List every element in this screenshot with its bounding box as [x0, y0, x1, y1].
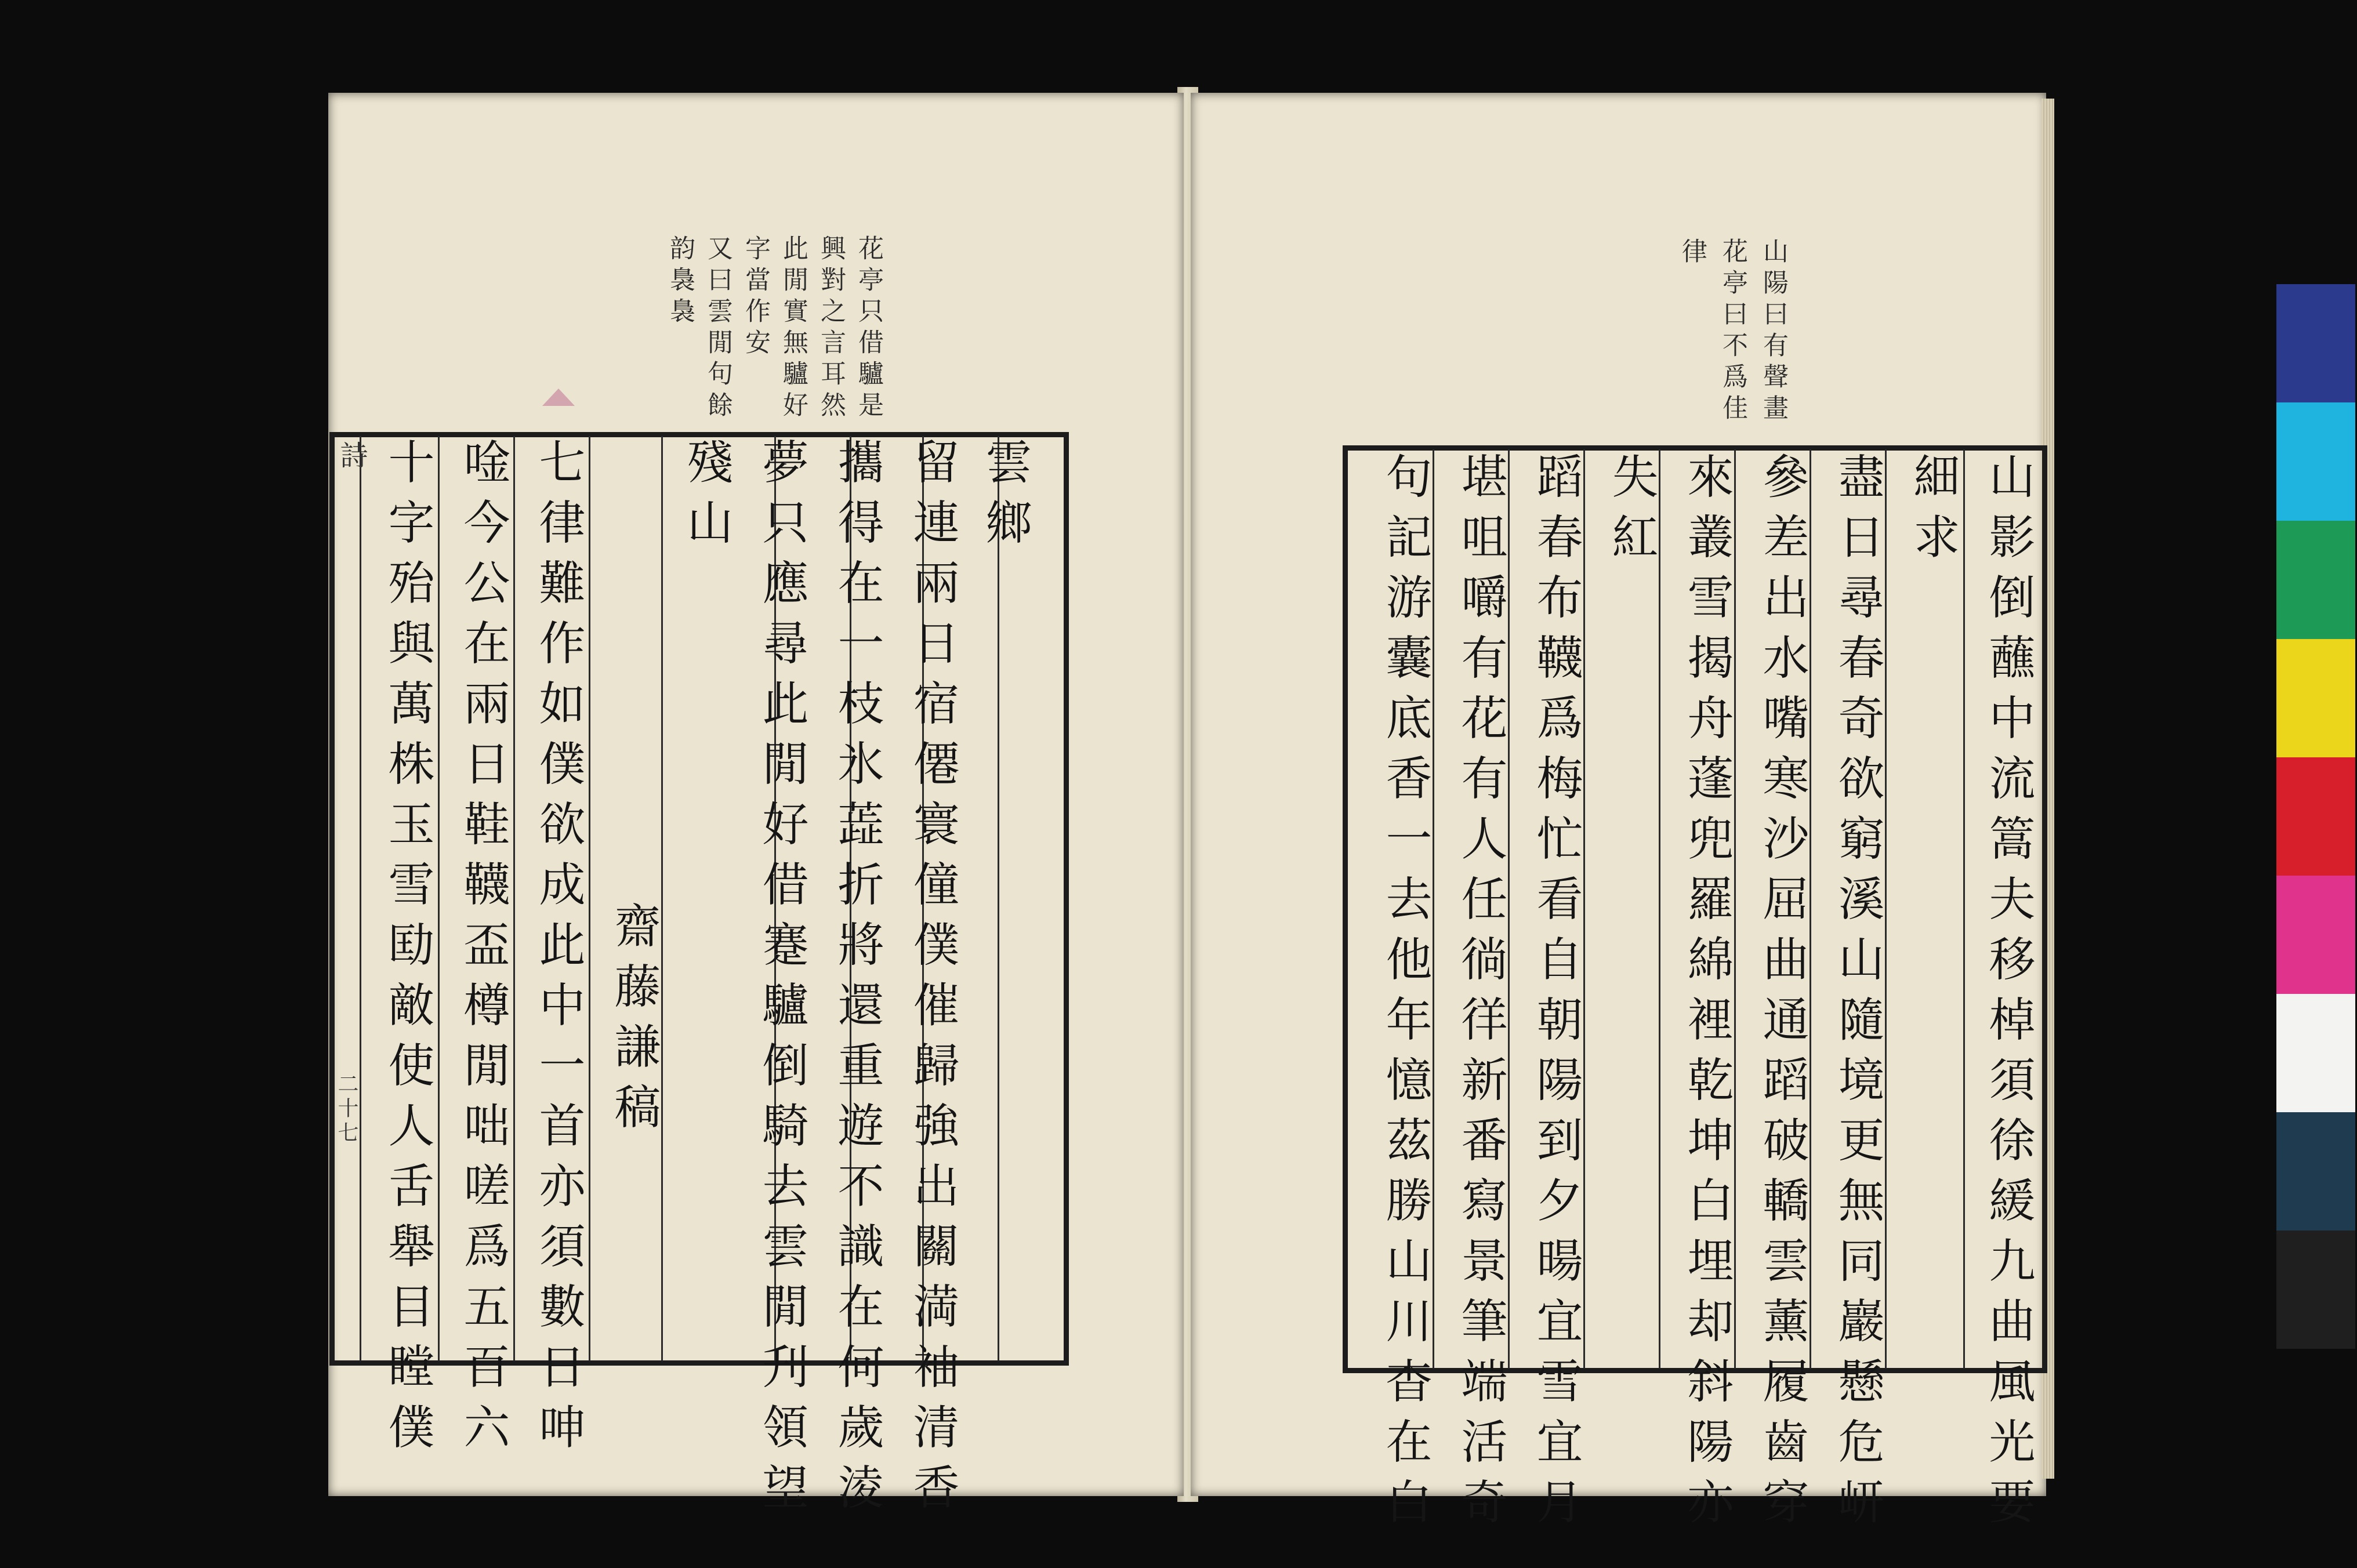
left-note-4: 字當作安: [741, 235, 770, 360]
text-column: 雲鄉: [978, 438, 1032, 558]
text-column: 唫今公在兩日鞋韈盃樽閒咄嗟爲五百六: [456, 438, 510, 1463]
right-note-1: 山陽曰有聲畫: [1758, 238, 1788, 426]
color-chip: [2276, 994, 2355, 1112]
text-column: 參差出水嘴寒沙屈曲通蹈破轎雲薰履齒穿: [1755, 452, 1809, 1538]
text-column: 盡日尋春奇欲窮溪山隨境更無同巖懸危岍: [1830, 452, 1884, 1538]
left-note-3: 此閒實無驢好: [778, 235, 808, 423]
left-note-1: 花亭只借驢是: [854, 235, 883, 423]
text-column: 來叢雪揭舟蓬兜羅綿裡乾坤白埋却斜陽亦: [1680, 452, 1734, 1538]
text-column: 山影倒蘸中流篙夫移棹須徐緩九曲風光要: [1981, 452, 2035, 1538]
text-column: 句記游囊底香一去他年憶茲勝山川杳在白: [1378, 452, 1432, 1538]
color-chip: [2276, 521, 2355, 639]
color-chip: [2276, 402, 2355, 521]
color-chip: [2276, 639, 2355, 757]
text-column: 十字殆與萬株玉雪劻敵使人舌舉目瞠僕: [380, 438, 434, 1463]
color-chip: [2276, 876, 2355, 994]
text-column: 夢只應尋此閒好借蹇驢倒騎去雲閒刋領望: [755, 438, 808, 1523]
text-column: 七律難作如僕欲成此中一首亦須數日呻: [531, 438, 585, 1463]
color-calibration-chart: [2276, 284, 2355, 1348]
right-note-2: 花亭曰不爲佳: [1718, 238, 1747, 426]
column-rule: [360, 436, 361, 1361]
color-chip: [2276, 757, 2355, 876]
left-note-2: 興對之言耳然: [816, 235, 846, 423]
gutter-title: 詩: [335, 441, 368, 472]
column-rule: [998, 436, 999, 1361]
text-column: 留連兩日宿僊寰僮僕催歸強出關満袖清香: [905, 438, 959, 1523]
text-column: 殘山: [679, 438, 733, 558]
pencil-mark: [542, 389, 575, 406]
column-rule: [661, 436, 663, 1361]
color-chip: [2276, 284, 2355, 402]
page-number: 二十七: [335, 1073, 358, 1146]
text-column: 堪咀嚼有花有人任徜徉新番寫景筆端活奇: [1453, 452, 1507, 1538]
column-rule: [1659, 449, 1660, 1369]
color-chip: [2276, 1231, 2355, 1349]
column-rule: [1963, 449, 1965, 1369]
left-note-5: 又曰雲閒句餘: [703, 235, 733, 423]
left-note-6: 韵裊裊: [665, 235, 695, 329]
text-column: 蹈春布韈爲梅忙看自朝陽到夕暘宜雪宜月: [1529, 452, 1583, 1538]
text-column: 攜得在一枝氷蕋折將還重遊不識在何歲淩: [830, 438, 884, 1523]
right-note-3: 律: [1677, 238, 1707, 269]
text-column: 細求: [1906, 452, 1960, 573]
text-column: 失紅: [1604, 452, 1658, 573]
color-chip: [2276, 1112, 2355, 1231]
author-signature: 齋藤謙稿: [607, 902, 661, 1143]
